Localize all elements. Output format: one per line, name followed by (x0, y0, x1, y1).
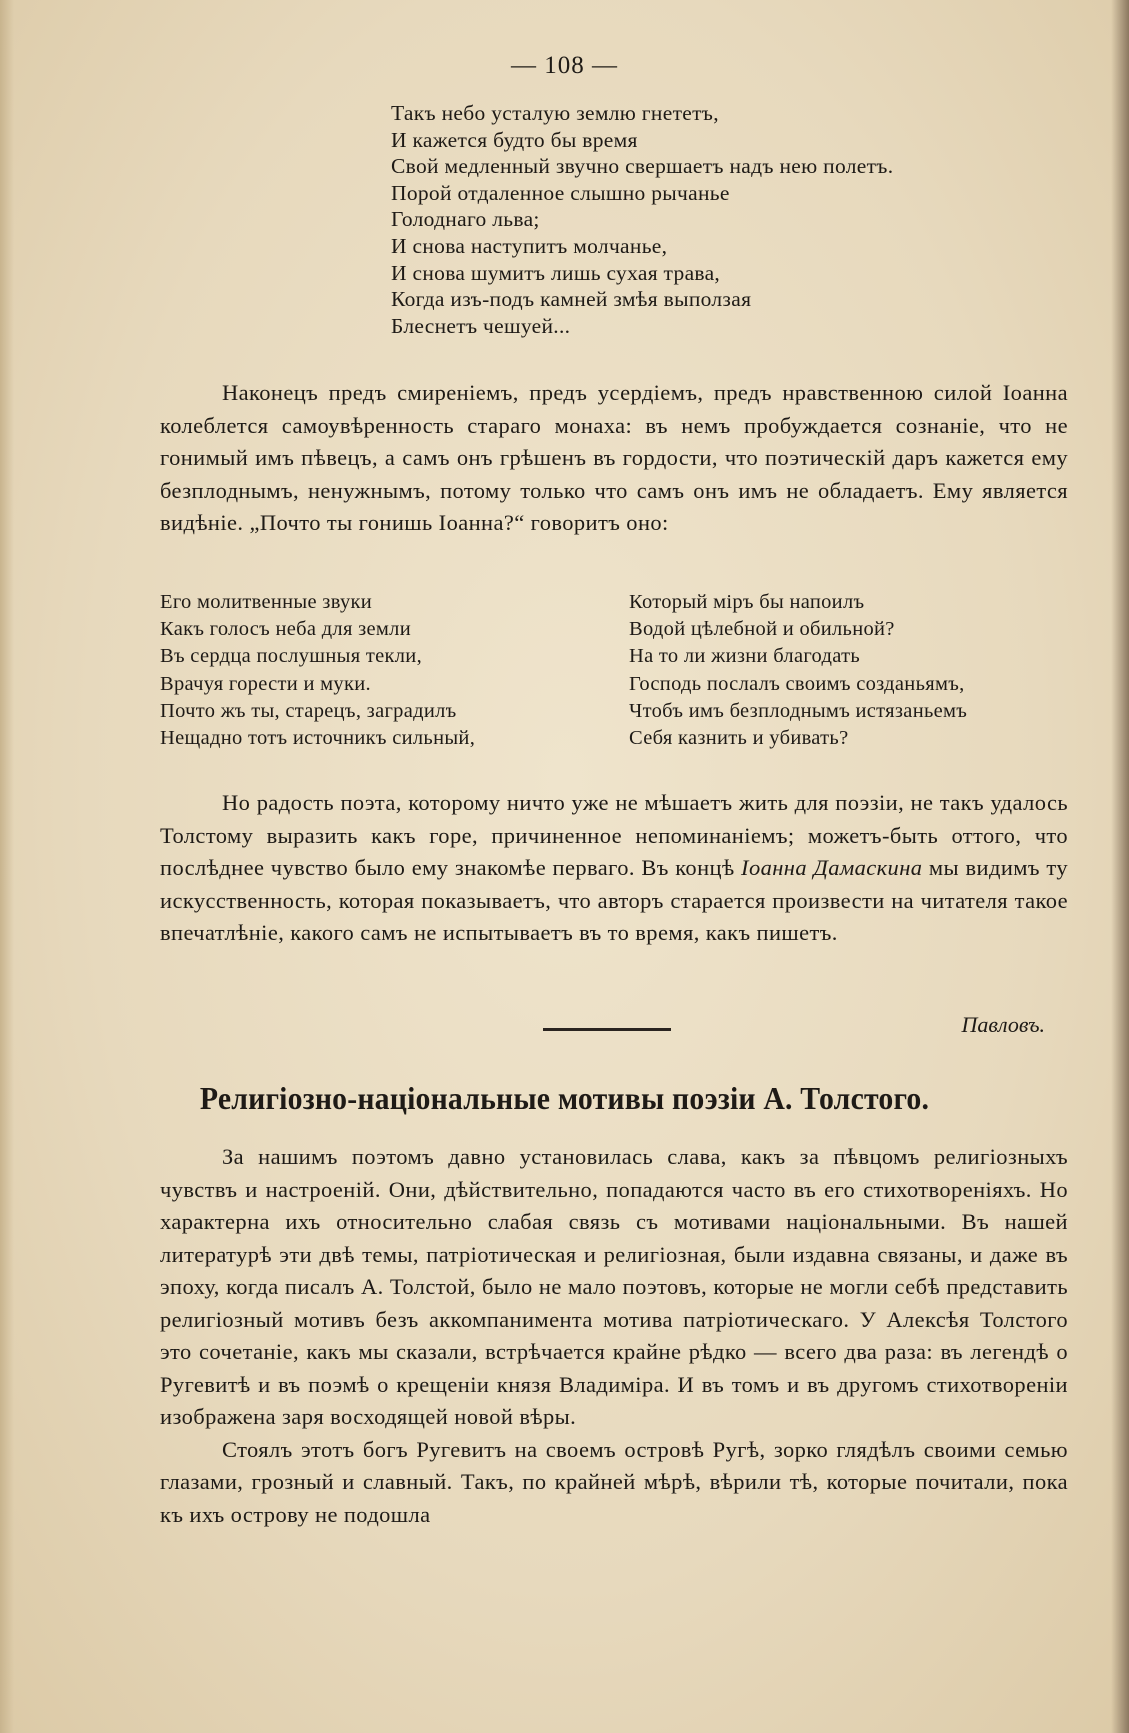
paragraph-text: Стоялъ этотъ богъ Ругевитъ на своемъ островѣ Ругѣ, зорко глядѣлъ своими семью глазами, грозный и славный. Такъ, по крайней мѣрѣ, вѣрили тѣ, которые почитали, пока къ ихъ острову не подошла (160, 1436, 1068, 1527)
verse-line: Водой цѣлебной и обильной? (629, 618, 895, 641)
poem-line: И кажется будто бы время (391, 127, 638, 152)
paragraph-3 (160, 1141, 1068, 1531)
verse-line: Въ сердца послушныя текли, (160, 645, 422, 668)
poem-line: Когда изъ-подъ камней змѣя выползая (391, 287, 752, 312)
section-heading: Религіозно-національные мотивы поэзіи А. Толстого. (199, 1080, 930, 1116)
paragraph-text: За нашимъ поэтомъ давно установилась слава, какъ за пѣвцомъ религіозныхъ чувствъ и настроеній. Они, дѣйствительно, попадаются часто въ его стихотвореніяхъ. Но характерна ихъ относительно слабая связь съ мотивами національными. Въ нашей литературѣ эти двѣ темы, патріотическая и религіозная, были издавна связаны, и даже въ эпоху, когда писалъ А. Толстой, было не мало поэтовъ, которые не могли себѣ представить религіозный мотивъ безъ аккомпанимента мотива патріотическаго. У Алексѣя Толстого это сочетаніе, какъ мы сказали, встрѣчается крайне рѣдко — всего два раза: въ легендѣ о Ругевитѣ и въ поэмѣ о крещеніи князя Владиміра. И въ томъ и въ другомъ стихотвореніи изображена заря восходящей новой вѣры. (160, 1144, 1068, 1429)
verse-line: Его молитвенные звуки (160, 591, 373, 613)
paragraph-text: Наконецъ предъ смиреніемъ, предъ усердіемъ, предъ нравственною силой Іоанна колеблется самоувѣренность стараго монаха: въ немъ пробуждается сознаніе, что не гонимый имъ пѣвецъ, а самъ онъ грѣшенъ въ гордости, что поэтическій даръ кажется ему безплоднымъ, ненужнымъ, потому только что самъ онъ имъ не обладаетъ. Ему является видѣніе. „Почто ты гонишь Іоанна?“ говоритъ оно: (160, 380, 1068, 535)
verse-column-right (629, 589, 967, 752)
poem-excerpt (391, 100, 893, 339)
poem-line: И снова наступитъ молчанье, (391, 233, 668, 258)
verse-line: Почто жъ ты, старецъ, заградилъ (160, 699, 457, 722)
page-edge-right (1111, 0, 1129, 1733)
verse-line: Какъ голосъ неба для земли (160, 618, 411, 641)
verse-line: Чтобъ имъ безплоднымъ истязаньемъ (629, 699, 968, 722)
page-edge-left (0, 0, 14, 1733)
poem-line: Порой отдаленное слышно рычанье (391, 180, 730, 205)
verse-line: Себя казнить и убивать? (629, 727, 849, 750)
verse-line: Который міръ бы напоилъ (629, 591, 865, 613)
verse-line: Нещадно тотъ источникъ сильный, (160, 727, 476, 750)
poem-line: Блеснетъ чешуей... (391, 313, 571, 338)
poem-line: И снова шумитъ лишь сухая трава, (391, 260, 721, 285)
section-divider (543, 1028, 671, 1031)
poem-line: Свой медленный звучно свершаетъ надъ нею полетъ. (391, 154, 894, 179)
poem-line: Голоднаго льва; (391, 207, 540, 232)
text-run: мы видимъ ту искусственность, которая показываетъ, что авторъ старается произвести на читателя такое впечатлѣніе, какого самъ не испытываетъ въ то время, какъ пишетъ. (160, 855, 1068, 945)
verse-line: На то ли жизни благодать (629, 645, 861, 668)
paragraph-text (160, 787, 1068, 950)
page-number: — 108 — (511, 52, 618, 79)
text-run: Но радость поэта, которому ничто уже не мѣшаетъ жить для поэзіи, не такъ удалось Толстому выразить какъ горе, причиненное непоминаніемъ; можетъ-быть оттого, что послѣднее чувство было ему знакомѣе перваго. Въ концѣ (160, 790, 1068, 880)
verse-line: Господь послалъ своимъ созданьямъ, (629, 672, 965, 695)
verse-line: Врачуя горести и муки. (160, 672, 371, 695)
work-title: Іоанна Дамаскина (741, 855, 923, 880)
paragraph-1 (160, 377, 1068, 540)
poem-line: Такъ небо усталую землю гнететъ, (391, 101, 719, 125)
verse-column-left (160, 589, 475, 752)
paragraph-2 (160, 787, 1068, 950)
author-signature: Павловъ. (961, 1012, 1045, 1037)
